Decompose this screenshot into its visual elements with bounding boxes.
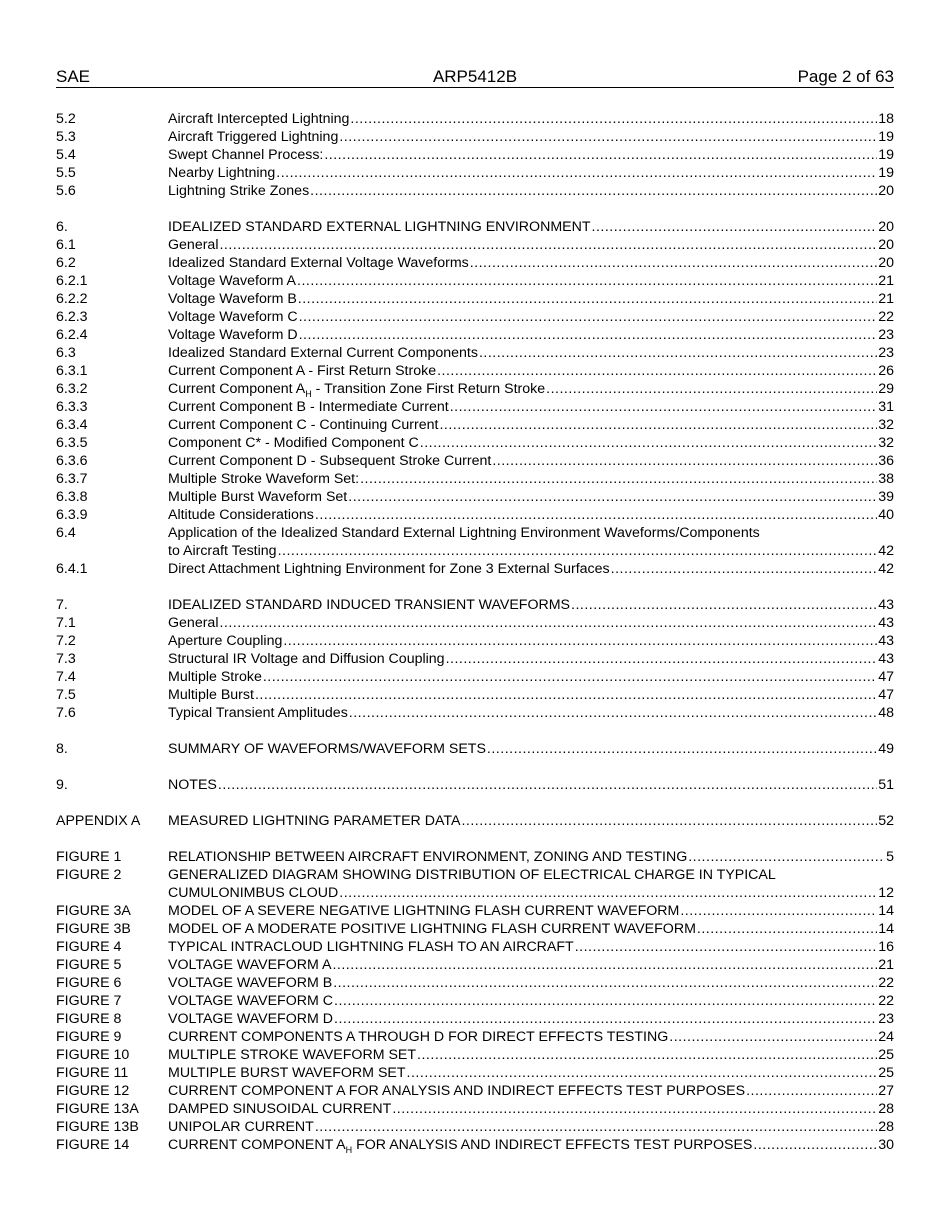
- toc-entry-number: 7.2: [56, 633, 76, 649]
- toc-page-number: 30: [878, 1137, 894, 1153]
- toc-page-number: 42: [878, 561, 894, 577]
- toc-entry-number: 7.: [56, 597, 68, 613]
- toc-entry[interactable]: [56, 452, 894, 470]
- toc-entry-number: 6.3.2: [56, 381, 88, 397]
- toc-entry-number: FIGURE 9: [56, 1029, 122, 1045]
- dot-leader: [278, 542, 878, 560]
- dot-leader: [360, 470, 877, 488]
- toc-entry-number: 6.3.4: [56, 417, 88, 433]
- dot-leader: [479, 344, 877, 362]
- dot-leader: [669, 1028, 877, 1046]
- dot-leader: [697, 920, 877, 938]
- toc-entry-number: 6.3.8: [56, 489, 88, 505]
- toc-entry-title: Current Component A - First Return Stroke: [168, 363, 437, 379]
- toc-page-number: 19: [878, 129, 894, 145]
- toc-entry-title: MODEL OF A MODERATE POSITIVE LIGHTNING FLASH CURRENT WAVEFORM: [168, 921, 696, 937]
- toc-entry-number: 6.4: [56, 525, 76, 541]
- table-of-contents: [56, 110, 894, 1154]
- toc-entry[interactable]: [56, 974, 894, 992]
- toc-entry[interactable]: [56, 542, 894, 560]
- toc-entry-number: FIGURE 4: [56, 939, 122, 955]
- dot-leader: [334, 1010, 877, 1028]
- toc-entry-title: Voltage Waveform B: [168, 291, 297, 307]
- toc-entry[interactable]: [56, 668, 894, 686]
- toc-entry[interactable]: [56, 614, 894, 632]
- toc-entry-title: VOLTAGE WAVEFORM D: [168, 1011, 334, 1027]
- toc-entry-title: Current Component D - Subsequent Stroke Current: [168, 453, 492, 469]
- toc-entry-title: Voltage Waveform A: [168, 273, 297, 289]
- toc-entry[interactable]: [56, 488, 894, 506]
- toc-entry[interactable]: [56, 650, 894, 668]
- toc-entry[interactable]: [56, 920, 894, 938]
- toc-page-number: 43: [878, 597, 894, 613]
- toc-entry-number: 5.2: [56, 111, 76, 127]
- toc-entry[interactable]: [56, 128, 894, 146]
- toc-entry-title: Component C* - Modified Component C: [168, 435, 419, 451]
- toc-entry[interactable]: [56, 272, 894, 290]
- toc-page-number: 20: [878, 237, 894, 253]
- toc-entry-number: FIGURE 13A: [56, 1101, 139, 1117]
- toc-page-number: 43: [878, 633, 894, 649]
- toc-entry-number: 5.4: [56, 147, 76, 163]
- dot-leader: [487, 740, 877, 758]
- toc-page-number: 36: [878, 453, 894, 469]
- organization-label: SAE: [56, 67, 91, 86]
- toc-page-number: 20: [878, 183, 894, 199]
- toc-page-number: 28: [878, 1101, 894, 1117]
- toc-entry-title: DAMPED SINUSOIDAL CURRENT: [168, 1101, 392, 1117]
- toc-entry-number: 6.: [56, 219, 68, 235]
- toc-entry-title: UNIPOLAR CURRENT: [168, 1119, 314, 1135]
- dot-leader: [492, 452, 877, 470]
- page-header: [56, 67, 894, 88]
- toc-page-number: 32: [878, 435, 894, 451]
- toc-entry[interactable]: [56, 182, 894, 200]
- toc-entry-number: 6.2.2: [56, 291, 88, 307]
- toc-entry-title: Aperture Coupling: [168, 633, 283, 649]
- toc-page-number: 12: [878, 885, 894, 901]
- dot-leader: [283, 632, 877, 650]
- toc-entry[interactable]: [56, 236, 894, 254]
- toc-entry-title: MODEL OF A SEVERE NEGATIVE LIGHTNING FLASH CURRENT WAVEFORM: [168, 903, 680, 919]
- toc-page-number: 23: [878, 327, 894, 343]
- dot-leader: [310, 182, 877, 200]
- toc-page-number: 24: [878, 1029, 894, 1045]
- toc-entry[interactable]: [56, 308, 894, 326]
- toc-page-number: 28: [878, 1119, 894, 1135]
- toc-entry-first-line: [56, 866, 894, 884]
- toc-entry-number: 7.6: [56, 705, 76, 721]
- dot-leader: [218, 776, 877, 794]
- dot-leader: [437, 362, 877, 380]
- toc-entry-title: RELATIONSHIP BETWEEN AIRCRAFT ENVIRONMENT, ZONING AND TESTING: [168, 849, 688, 865]
- toc-entry[interactable]: [56, 1046, 894, 1064]
- toc-entry-title: Multiple Burst: [168, 687, 254, 703]
- toc-entry-title-line: Application of the Idealized Standard External Lightning Environment Waveforms/Components: [168, 525, 760, 541]
- toc-entry[interactable]: [56, 632, 894, 650]
- toc-entry-title: Multiple Burst Waveform Set: [168, 489, 348, 505]
- toc-entry-title: General: [168, 237, 219, 253]
- toc-page-number: 27: [878, 1083, 894, 1099]
- dot-leader: [219, 236, 877, 254]
- toc-entry[interactable]: [56, 686, 894, 704]
- toc-entry[interactable]: [56, 938, 894, 956]
- dot-leader: [439, 416, 877, 434]
- toc-entry[interactable]: [56, 218, 894, 236]
- toc-entry-number: 7.1: [56, 615, 76, 631]
- toc-entry-title: Aircraft Intercepted Lightning: [168, 111, 350, 127]
- toc-entry-number: 7.3: [56, 651, 76, 667]
- toc-entry-number: 5.5: [56, 165, 76, 181]
- toc-entry-title: CURRENT COMPONENT A FOR ANALYSIS AND INDIRECT EFFECTS TEST PURPOSES: [168, 1083, 746, 1099]
- toc-entry-title: Current Component $A_H$ - Transition Zone First Return Stroke: [168, 381, 546, 399]
- dot-leader: [350, 110, 877, 128]
- toc-entry-number: 6.2.4: [56, 327, 88, 343]
- dot-leader: [688, 848, 885, 866]
- toc-entry[interactable]: [56, 596, 894, 614]
- dot-leader: [753, 1136, 877, 1159]
- dot-leader: [420, 434, 877, 452]
- dot-leader: [334, 992, 877, 1010]
- dot-leader: [339, 128, 877, 146]
- toc-entry-title: Altitude Considerations: [168, 507, 314, 523]
- dot-leader: [611, 560, 878, 578]
- dot-leader: [746, 1082, 877, 1100]
- dot-leader: [255, 686, 877, 704]
- toc-page-number: 23: [878, 345, 894, 361]
- toc-entry-title: Current Component B - Intermediate Current: [168, 399, 449, 415]
- toc-entry-number: FIGURE 10: [56, 1047, 130, 1063]
- toc-entry[interactable]: [56, 362, 894, 380]
- toc-entry-number: FIGURE 8: [56, 1011, 122, 1027]
- toc-entry-title: Nearby Lightning: [168, 165, 276, 181]
- dot-leader: [219, 614, 877, 632]
- toc-entry[interactable]: [56, 1028, 894, 1046]
- toc-entry-title: MULTIPLE BURST WAVEFORM SET: [168, 1065, 406, 1081]
- toc-entry-title: Multiple Stroke: [168, 669, 262, 685]
- toc-entry-title: MULTIPLE STROKE WAVEFORM SET: [168, 1047, 417, 1063]
- toc-entry-title: CURRENT COMPONENTS A THROUGH D FOR DIRECT EFFECTS TESTING: [168, 1029, 669, 1045]
- toc-entry-first-line: [56, 524, 894, 542]
- toc-page-number: 32: [878, 417, 894, 433]
- toc-entry-number: FIGURE 3A: [56, 903, 131, 919]
- toc-entry-number: FIGURE 11: [56, 1065, 129, 1081]
- dot-leader: [297, 272, 877, 290]
- toc-page-number: 31: [878, 399, 894, 415]
- toc-page-number: 25: [878, 1065, 894, 1081]
- toc-entry[interactable]: [56, 434, 894, 452]
- toc-page-number: 29: [878, 381, 894, 397]
- toc-entry[interactable]: [56, 992, 894, 1010]
- toc-entry-number: 9.: [56, 777, 68, 793]
- toc-page-number: 21: [878, 291, 894, 307]
- toc-entry-title: MEASURED LIGHTNING PARAMETER DATA: [168, 813, 461, 829]
- dot-leader: [315, 1118, 877, 1136]
- dot-leader: [446, 650, 878, 668]
- toc-page-number: 5: [886, 849, 894, 865]
- dot-leader: [407, 1064, 878, 1082]
- dot-leader: [299, 326, 878, 344]
- dot-leader: [592, 218, 878, 236]
- toc-page-number: 16: [878, 939, 894, 955]
- toc-entry[interactable]: [56, 776, 894, 794]
- toc-page-number: 49: [878, 741, 894, 757]
- toc-entry-number: 6.2.3: [56, 309, 88, 325]
- toc-entry-number: FIGURE 6: [56, 975, 122, 991]
- toc-entry[interactable]: [56, 470, 894, 488]
- toc-entry-title: Idealized Standard External Current Components: [168, 345, 478, 361]
- toc-entry-title: CUMULONIMBUS CLOUD: [168, 885, 339, 901]
- toc-page-number: 39: [878, 489, 894, 505]
- toc-page-number: 22: [878, 993, 894, 1009]
- toc-entry[interactable]: [56, 344, 894, 362]
- dot-leader: [298, 290, 877, 308]
- toc-entry-title-line: GENERALIZED DIAGRAM SHOWING DISTRIBUTION OF ELECTRICAL CHARGE IN TYPICAL: [168, 867, 776, 883]
- toc-entry-title: TYPICAL INTRACLOUD LIGHTNING FLASH TO AN AIRCRAFT: [168, 939, 574, 955]
- toc-entry-number: 6.2: [56, 255, 76, 271]
- toc-entry-number: 6.1: [56, 237, 76, 253]
- toc-page-number: 14: [878, 903, 894, 919]
- dot-leader: [349, 704, 877, 722]
- toc-entry-number: FIGURE 7: [56, 993, 122, 1009]
- dot-leader: [571, 596, 877, 614]
- toc-page-number: 19: [878, 147, 894, 163]
- toc-page-number: 42: [878, 543, 894, 559]
- dot-leader: [392, 1100, 877, 1118]
- toc-entry-title: Voltage Waveform D: [168, 327, 298, 343]
- dot-leader: [461, 812, 877, 830]
- toc-page-number: 21: [878, 273, 894, 289]
- toc-entry-title: CURRENT COMPONENT $A_H$ FOR ANALYSIS AND INDIRECT EFFECTS TEST PURPOSES: [168, 1137, 753, 1155]
- toc-entry-number: APPENDIX A: [56, 813, 141, 829]
- toc-entry-number: FIGURE 1: [56, 849, 122, 865]
- toc-entry[interactable]: [56, 416, 894, 434]
- toc-entry[interactable]: [56, 1082, 894, 1100]
- dot-leader: [450, 398, 877, 416]
- toc-entry[interactable]: [56, 1118, 894, 1136]
- toc-entry[interactable]: [56, 146, 894, 164]
- toc-page-number: 23: [878, 1011, 894, 1027]
- toc-entry[interactable]: [56, 1010, 894, 1028]
- toc-page-number: 22: [878, 975, 894, 991]
- toc-entry-number: FIGURE 2: [56, 867, 122, 883]
- toc-page-number: 43: [878, 615, 894, 631]
- dot-leader: [263, 668, 877, 686]
- toc-entry-title: Typical Transient Amplitudes: [168, 705, 348, 721]
- toc-entry-title: NOTES: [168, 777, 217, 793]
- dot-leader: [575, 938, 877, 956]
- toc-entry-title: Lightning Strike Zones: [168, 183, 310, 199]
- toc-page-number: 21: [878, 957, 894, 973]
- toc-entry[interactable]: [56, 290, 894, 308]
- toc-page-number: 40: [878, 507, 894, 523]
- dot-leader: [470, 254, 877, 272]
- toc-entry[interactable]: [56, 380, 894, 398]
- toc-page-number: 47: [878, 687, 894, 703]
- dot-leader: [348, 488, 877, 506]
- toc-page-number: 14: [878, 921, 894, 937]
- toc-entry-number: 6.3.6: [56, 453, 88, 469]
- toc-entry-number: 6.2.1: [56, 273, 88, 289]
- toc-entry-title: SUMMARY OF WAVEFORMS/WAVEFORM SETS: [168, 741, 486, 757]
- toc-page-number: 47: [878, 669, 894, 685]
- toc-entry[interactable]: [56, 740, 894, 758]
- page-indicator: Page 2 of 63: [797, 67, 894, 86]
- toc-entry-number: 6.4.1: [56, 561, 88, 577]
- toc-entry[interactable]: [56, 902, 894, 920]
- toc-entry[interactable]: [56, 956, 894, 974]
- toc-entry-number: FIGURE 12: [56, 1083, 130, 1099]
- dot-leader: [333, 974, 877, 992]
- toc-page-number: 52: [878, 813, 894, 829]
- toc-entry[interactable]: [56, 560, 894, 578]
- toc-page-number: 20: [878, 255, 894, 271]
- toc-entry-number: 5.3: [56, 129, 76, 145]
- toc-page-number: 19: [878, 165, 894, 181]
- toc-page-number: 51: [878, 777, 894, 793]
- toc-page-number: 26: [878, 363, 894, 379]
- dot-leader: [315, 506, 877, 524]
- toc-entry-number: FIGURE 14: [56, 1137, 130, 1153]
- toc-entry-title: to Aircraft Testing: [168, 543, 277, 559]
- toc-entry-number: 7.4: [56, 669, 76, 685]
- toc-entry-number: 6.3.3: [56, 399, 88, 415]
- toc-entry-title: Multiple Stroke Waveform Set:: [168, 471, 360, 487]
- toc-entry-title: Current Component C - Continuing Current: [168, 417, 439, 433]
- toc-entry[interactable]: [56, 110, 894, 128]
- dot-leader: [324, 146, 877, 164]
- toc-entry-number: 6.3.5: [56, 435, 88, 451]
- dot-leader: [332, 956, 877, 974]
- toc-entry-number: 6.3.1: [56, 363, 88, 379]
- toc-entry-title: Aircraft Triggered Lightning: [168, 129, 339, 145]
- toc-page-number: 38: [878, 471, 894, 487]
- toc-entry-title: Idealized Standard External Voltage Waveforms: [168, 255, 469, 271]
- dot-leader: [299, 308, 878, 326]
- toc-entry[interactable]: [56, 1100, 894, 1118]
- toc-entry[interactable]: [56, 704, 894, 722]
- toc-entry-number: FIGURE 3B: [56, 921, 131, 937]
- dot-leader: [339, 884, 877, 902]
- toc-entry[interactable]: [56, 506, 894, 524]
- toc-entry[interactable]: [56, 164, 894, 182]
- toc-entry[interactable]: [56, 812, 894, 830]
- toc-page-number: 20: [878, 219, 894, 235]
- toc-entry[interactable]: [56, 848, 894, 866]
- toc-entry-title: VOLTAGE WAVEFORM C: [168, 993, 334, 1009]
- toc-entry[interactable]: [56, 1136, 894, 1154]
- toc-entry-number: 5.6: [56, 183, 76, 199]
- toc-entry-title: General: [168, 615, 219, 631]
- toc-entry-title: Swept Channel Process:: [168, 147, 324, 163]
- toc-page-number: 18: [878, 111, 894, 127]
- document-number: ARP5412B: [432, 67, 518, 86]
- toc-entry-title: Voltage Waveform C: [168, 309, 298, 325]
- toc-page-number: 48: [878, 705, 894, 721]
- toc-page-number: 22: [878, 309, 894, 325]
- dot-leader: [680, 902, 877, 920]
- toc-page-number: 43: [878, 651, 894, 667]
- toc-entry-number: 6.3.7: [56, 471, 88, 487]
- toc-entry-title: IDEALIZED STANDARD INDUCED TRANSIENT WAVEFORMS: [168, 597, 571, 613]
- toc-entry-number: 8.: [56, 741, 68, 757]
- toc-entry-number: 7.5: [56, 687, 76, 703]
- toc-entry[interactable]: [56, 398, 894, 416]
- toc-entry-number: 6.3.9: [56, 507, 88, 523]
- toc-entry[interactable]: [56, 326, 894, 344]
- toc-entry-title: Structural IR Voltage and Diffusion Coupling: [168, 651, 445, 667]
- toc-entry-title: Direct Attachment Lightning Environment for Zone 3 External Surfaces: [168, 561, 610, 577]
- toc-entry-number: FIGURE 5: [56, 957, 122, 973]
- dot-leader: [276, 164, 877, 182]
- toc-entry-title: VOLTAGE WAVEFORM A: [168, 957, 332, 973]
- toc-entry[interactable]: [56, 1064, 894, 1082]
- dot-leader: [417, 1046, 877, 1064]
- toc-entry-title: IDEALIZED STANDARD EXTERNAL LIGHTNING ENVIRONMENT: [168, 219, 591, 235]
- toc-entry-number: 6.3: [56, 345, 76, 361]
- toc-page-number: 25: [878, 1047, 894, 1063]
- toc-entry[interactable]: [56, 884, 894, 902]
- toc-entry-number: FIGURE 13B: [56, 1119, 139, 1135]
- toc-entry-title: VOLTAGE WAVEFORM B: [168, 975, 333, 991]
- toc-entry[interactable]: [56, 254, 894, 272]
